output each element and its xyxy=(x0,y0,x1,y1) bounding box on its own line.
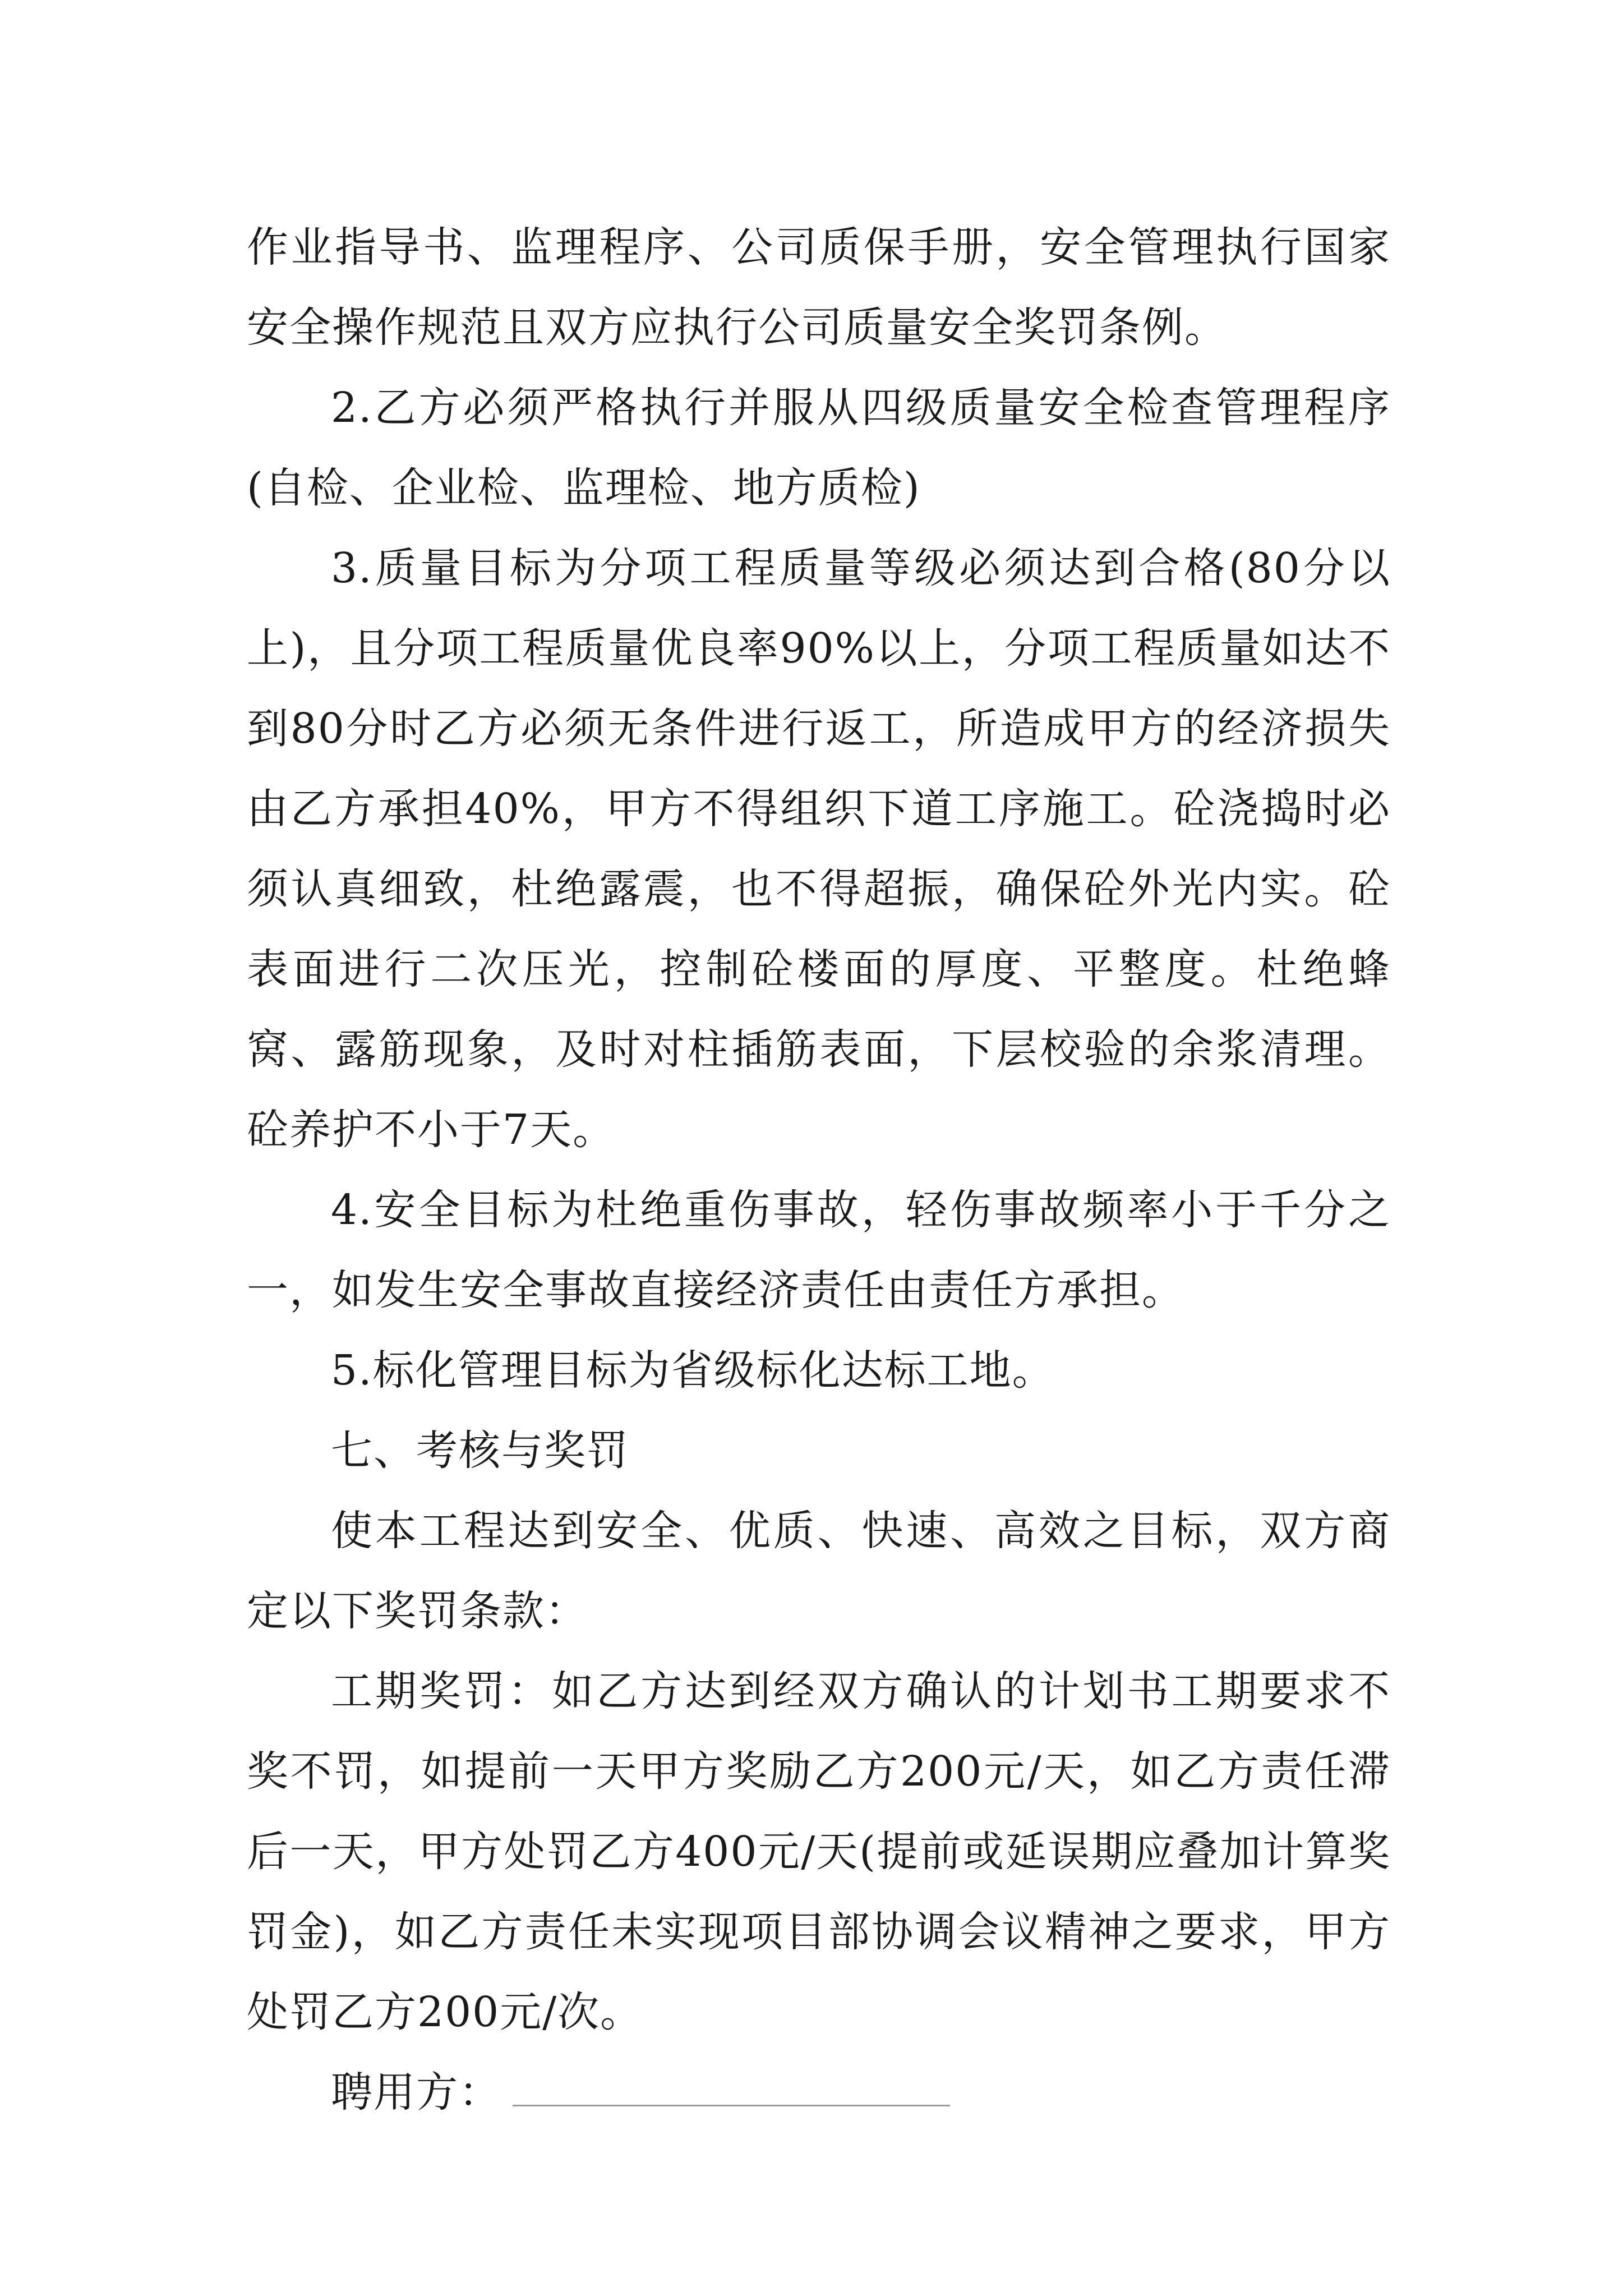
paragraph-safety-target: 4.安全目标为杜绝重伤事故，轻伤事故频率小于千分之一，如发生安全事故直接经济责任由责任方承担。 xyxy=(247,1186,1391,1314)
document-page xyxy=(247,208,1391,2133)
paragraph-quality-target: 3.质量目标为分项工程质量等级必须达到合格(80分以上)，且分项工程质量优良率90%以上，分项工程质量如达不到80分时乙方必须无条件进行返工，所造成甲方的经济损失由乙方承担40%，甲方不得组织下道工序施工。砼浇捣时必须认真细致，杜绝露震，也不得超振，确保砼外光内实。砼表面进行二次压光，控制砼楼面的厚度、平整度。杜绝蜂窝、露筋现象，及时对柱插筋表面，下层校验的余浆清理。砼养护不小于7天。 xyxy=(247,544,1391,1154)
paragraph-quality-manual: 作业指导书、监理程序、公司质保手册，安全管理执行国家安全操作规范且双方应执行公司质量安全奖罚条例。 xyxy=(247,223,1391,352)
paragraph-inspection-procedure: 2.乙方必须严格执行并服从四级质量安全检查管理程序(自检、企业检、监理检、地方质检) xyxy=(247,384,1391,512)
paragraph-schedule-reward: 工期奖罚：如乙方达到经双方确认的计划书工期要求不奖不罚，如提前一天甲方奖励乙方200元/天，如乙方责任滞后一天，甲方处罚乙方400元/天(提前或延误期应叠加计算奖罚金)，如乙方责任未实现项目部协调会议精神之要求，甲方处罚乙方200元/次。 xyxy=(247,1667,1391,2036)
signature-label: 聘用方： xyxy=(331,2068,501,2116)
paragraph-standardization-target: 5.标化管理目标为省级标化达标工地。 xyxy=(331,1346,1055,1395)
section-heading-assessment: 七、考核与奖罚 xyxy=(331,1427,629,1475)
signature-line[interactable] xyxy=(513,2071,950,2106)
signature-row xyxy=(247,2053,1391,2133)
paragraph-reward-intro: 使本工程达到安全、优质、快速、高效之目标，双方商定以下奖罚条款： xyxy=(247,1507,1391,1635)
